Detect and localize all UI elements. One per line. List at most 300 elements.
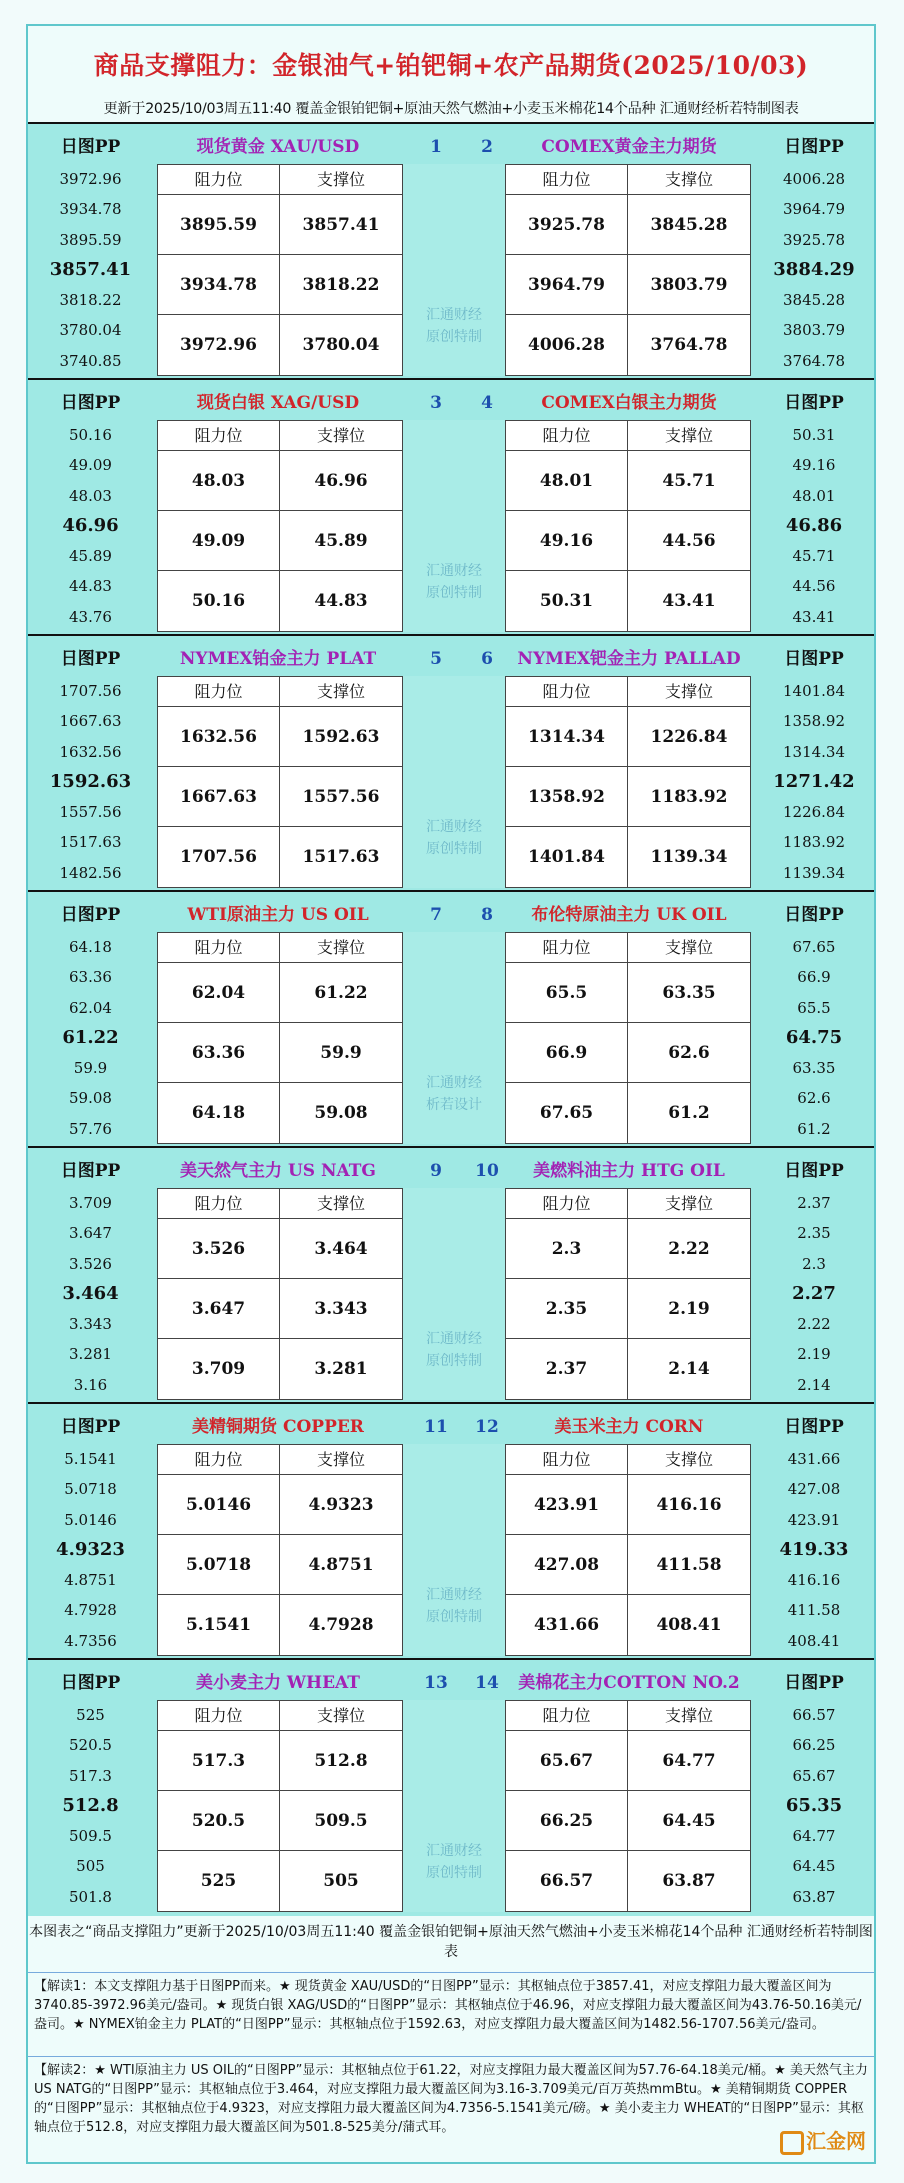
right-commodity-name: COMEX白银主力期货 [541, 393, 717, 413]
support-value: 44.56 [662, 531, 716, 551]
pp-level: 44.83 [69, 577, 112, 596]
left-panel-number: 3 [430, 393, 442, 413]
table-row [506, 1851, 750, 1911]
left-pp-header: 日图PP [60, 393, 121, 413]
pp-level: 3764.78 [782, 351, 846, 370]
table-row [506, 767, 750, 827]
pp-level: 2.14 [797, 1375, 831, 1394]
pp-level: 4.8751 [64, 1571, 117, 1590]
support-value: 416.16 [656, 1495, 722, 1515]
pivot-point: 512.8 [62, 1794, 119, 1816]
support-header: 支撑位 [628, 165, 750, 195]
table-row [506, 511, 750, 571]
right-level-table [505, 1188, 751, 1400]
right-level-table [505, 1700, 751, 1912]
left-panel-number: 1 [430, 137, 442, 157]
table-row [158, 1791, 402, 1851]
pivot-point: 3857.41 [49, 258, 132, 280]
support-value: 4.7928 [308, 1615, 374, 1635]
left-panel-number: 5 [430, 649, 442, 669]
pivot-point: 419.33 [779, 1538, 849, 1560]
right-pp-header: 日图PP [784, 1161, 844, 1181]
pp-level: 1482.56 [59, 863, 122, 882]
resistance-value: 48.03 [158, 451, 280, 511]
resistance-value: 67.65 [506, 1083, 628, 1143]
resistance-value: 525 [158, 1851, 280, 1911]
table-row [158, 1731, 402, 1791]
watermark-line-2: 原创特制 [426, 1865, 482, 1881]
resistance-value: 3925.78 [506, 195, 628, 255]
left-commodity-name: 美精铜期货 COPPER [192, 1417, 364, 1437]
pp-level: 423.91 [787, 1510, 841, 1529]
pp-level: 63.35 [792, 1059, 836, 1078]
pivot-point: 61.22 [62, 1026, 119, 1048]
table-row [158, 1535, 402, 1595]
support-value: 505 [323, 1871, 359, 1891]
support-value: 512.8 [314, 1751, 368, 1771]
support-value: 1139.34 [650, 847, 728, 867]
pp-level: 4006.28 [782, 170, 846, 188]
pp-level: 1183.92 [782, 833, 846, 852]
pp-level: 1358.92 [782, 712, 846, 731]
resistance-header: 阻力位 [506, 1189, 628, 1219]
table-row [158, 315, 402, 375]
pp-level: 2.37 [797, 1194, 831, 1212]
resistance-value: 3934.78 [158, 255, 280, 315]
pp-level: 3.343 [69, 1315, 112, 1334]
left-pp-header: 日图PP [60, 1673, 121, 1693]
resistance-value: 431.66 [506, 1595, 628, 1655]
pp-level: 525 [76, 1706, 105, 1724]
page-subtitle: 更新于2025/10/03周五11:40 覆盖金银铂钯铜+原油天然气燃油+小麦玉米棉花14个品种 汇通财经析若特制图表 [103, 101, 799, 117]
support-header: 支撑位 [280, 1445, 402, 1475]
support-value: 509.5 [314, 1811, 368, 1831]
commodity-panel [28, 378, 874, 636]
right-panel-number: 8 [481, 905, 493, 925]
commodity-panel [28, 1146, 874, 1404]
support-value: 4.8751 [308, 1555, 374, 1575]
resistance-header: 阻力位 [506, 677, 628, 707]
support-value: 3857.41 [302, 215, 380, 235]
resistance-header: 阻力位 [158, 933, 280, 963]
resistance-value: 1314.34 [506, 707, 628, 767]
support-value: 43.41 [662, 591, 716, 611]
table-row [506, 1475, 750, 1535]
right-panel-number: 10 [475, 1161, 499, 1181]
table-row [158, 195, 402, 255]
pp-level: 3972.96 [59, 170, 122, 188]
pp-level: 50.16 [69, 426, 112, 444]
left-panel-number: 7 [430, 905, 442, 925]
left-panel-number: 9 [430, 1161, 442, 1181]
support-header: 支撑位 [628, 677, 750, 707]
pp-level: 501.8 [69, 1887, 112, 1906]
table-row [506, 195, 750, 255]
support-header: 支撑位 [628, 421, 750, 451]
right-pp-header: 日图PP [784, 649, 844, 669]
pp-level: 67.65 [792, 938, 836, 956]
left-pp-list [28, 1700, 153, 1912]
resistance-value: 66.25 [506, 1791, 628, 1851]
resistance-value: 423.91 [506, 1475, 628, 1535]
left-pp-list [28, 420, 153, 632]
pp-level: 48.03 [69, 486, 112, 505]
table-row [158, 1339, 402, 1399]
pp-level: 520.5 [69, 1736, 112, 1755]
pivot-point: 65.35 [785, 1794, 843, 1816]
support-value: 61.22 [314, 983, 368, 1003]
resistance-value: 1358.92 [506, 767, 628, 827]
table-row [506, 255, 750, 315]
right-level-table [505, 676, 751, 888]
pp-level: 1667.63 [59, 712, 122, 731]
right-pp-list [754, 1444, 874, 1656]
pp-level: 64.77 [792, 1827, 836, 1846]
pp-level: 65.67 [792, 1766, 836, 1785]
pivot-point: 4.9323 [56, 1538, 125, 1560]
support-value: 3.281 [314, 1359, 368, 1379]
table-row [506, 1535, 750, 1595]
pp-level: 1314.34 [782, 742, 846, 761]
right-panel-number: 12 [475, 1417, 499, 1437]
resistance-value: 4006.28 [506, 315, 628, 375]
support-value: 1183.92 [650, 787, 728, 807]
right-level-table [505, 932, 751, 1144]
resistance-header: 阻力位 [158, 421, 280, 451]
resistance-value: 5.0146 [158, 1475, 280, 1535]
support-header: 支撑位 [628, 1701, 750, 1731]
pp-level: 45.71 [792, 547, 836, 566]
pp-level: 3.526 [69, 1254, 112, 1273]
pp-level: 45.89 [69, 547, 112, 566]
pp-level: 43.41 [792, 607, 836, 626]
support-value: 44.83 [314, 591, 368, 611]
commodity-panel [28, 634, 874, 892]
pp-level: 1139.34 [782, 863, 846, 882]
pp-level: 3925.78 [782, 230, 846, 249]
left-level-table [157, 164, 403, 376]
resistance-header: 阻力位 [506, 1701, 628, 1731]
pp-level: 48.01 [792, 486, 836, 505]
right-pp-list [754, 1188, 874, 1400]
left-pp-header: 日图PP [60, 649, 121, 669]
commodity-panel [28, 1658, 874, 1918]
pp-level: 3845.28 [782, 291, 846, 310]
resistance-value: 3895.59 [158, 195, 280, 255]
pp-level: 2.22 [797, 1315, 831, 1334]
pp-level: 2.35 [797, 1224, 831, 1243]
resistance-value: 1667.63 [158, 767, 280, 827]
pp-level: 505 [76, 1857, 105, 1876]
pp-level: 3740.85 [59, 351, 122, 370]
pp-level: 1557.56 [59, 803, 122, 822]
resistance-value: 2.35 [506, 1279, 628, 1339]
table-row [506, 1083, 750, 1143]
support-value: 62.6 [668, 1043, 710, 1063]
table-row [158, 1851, 402, 1911]
table-row [506, 963, 750, 1023]
pp-level: 416.16 [787, 1571, 841, 1590]
pp-level: 517.3 [69, 1766, 112, 1785]
resistance-header: 阻力位 [158, 677, 280, 707]
pivot-point: 46.86 [785, 514, 843, 536]
table-row [506, 1731, 750, 1791]
right-pp-list [754, 420, 874, 632]
right-pp-header: 日图PP [784, 137, 844, 157]
pp-level: 408.41 [787, 1631, 841, 1650]
pp-level: 43.76 [69, 607, 112, 626]
resistance-value: 50.16 [158, 571, 280, 631]
pivot-point: 3884.29 [773, 258, 855, 280]
pp-level: 65.5 [797, 998, 831, 1017]
right-panel-number: 4 [481, 393, 493, 413]
left-commodity-name: 美小麦主力 WHEAT [196, 1673, 360, 1693]
support-value: 3818.22 [302, 275, 380, 295]
resistance-value: 1632.56 [158, 707, 280, 767]
resistance-value: 63.36 [158, 1023, 280, 1083]
support-value: 64.45 [662, 1811, 716, 1831]
commodity-panel [28, 890, 874, 1148]
table-row [506, 1219, 750, 1279]
resistance-value: 1707.56 [158, 827, 280, 887]
resistance-header: 阻力位 [506, 165, 628, 195]
resistance-value: 66.57 [506, 1851, 628, 1911]
pp-level: 509.5 [69, 1827, 112, 1846]
pp-level: 2.19 [797, 1345, 831, 1364]
pp-level: 3.647 [69, 1224, 112, 1243]
left-commodity-name: 现货白银 XAG/USD [196, 393, 360, 413]
pp-level: 5.1541 [64, 1450, 117, 1468]
support-value: 411.58 [656, 1555, 722, 1575]
table-row [158, 1279, 402, 1339]
pivot-point: 1271.42 [773, 770, 855, 792]
support-value: 1226.84 [650, 727, 728, 747]
left-pp-list [28, 1188, 153, 1400]
logo-text: 汇金网 [806, 2129, 866, 2153]
support-value: 45.71 [662, 471, 716, 491]
table-row [506, 827, 750, 887]
resistance-value: 427.08 [506, 1535, 628, 1595]
table-row [506, 451, 750, 511]
table-row [158, 1023, 402, 1083]
watermark-line-1: 汇通财经 [426, 819, 482, 835]
table-row [158, 963, 402, 1023]
pp-level: 49.16 [792, 456, 836, 475]
right-pp-header: 日图PP [784, 1417, 844, 1437]
resistance-value: 65.5 [506, 963, 628, 1023]
footer-note: 本图表之“商品支撑阻力”更新于2025/10/03周五11:40 覆盖金银铂钯铜+原油天然气燃油+小麦玉米棉花14个品种 汇通财经析若特制图表 [28, 1916, 874, 1972]
right-commodity-name: 美玉米主力 CORN [554, 1417, 704, 1437]
support-value: 3780.04 [302, 335, 380, 355]
resistance-value: 520.5 [158, 1791, 280, 1851]
watermark-line-2: 原创特制 [426, 841, 482, 857]
support-value: 2.19 [668, 1299, 710, 1319]
pp-level: 5.0146 [64, 1510, 117, 1529]
right-pp-list [754, 676, 874, 888]
left-level-table [157, 1700, 403, 1912]
left-pp-list [28, 932, 153, 1144]
pp-level: 1401.84 [782, 682, 846, 700]
logo [780, 2125, 866, 2155]
left-level-table [157, 420, 403, 632]
support-value: 2.22 [668, 1239, 710, 1259]
table-row [158, 1083, 402, 1143]
watermark-line-1: 汇通财经 [426, 307, 482, 323]
pp-level: 3.281 [69, 1345, 112, 1364]
right-commodity-name: 美燃料油主力 HTG OIL [533, 1161, 725, 1181]
pp-level: 64.45 [792, 1857, 836, 1876]
pp-level: 3964.79 [782, 200, 846, 219]
pp-level: 66.9 [797, 968, 831, 987]
pivot-point: 64.75 [785, 1026, 843, 1048]
left-pp-list [28, 164, 153, 376]
pp-level: 427.08 [787, 1480, 841, 1499]
support-value: 3.343 [314, 1299, 368, 1319]
watermark-line-1: 汇通财经 [426, 1331, 482, 1347]
left-level-table [157, 932, 403, 1144]
support-header: 支撑位 [628, 1189, 750, 1219]
resistance-value: 65.67 [506, 1731, 628, 1791]
support-header: 支撑位 [280, 933, 402, 963]
support-value: 3.464 [314, 1239, 368, 1259]
watermark-line-1: 汇通财经 [426, 1843, 482, 1859]
watermark-line-2: 原创特制 [426, 1609, 482, 1625]
right-pp-header: 日图PP [784, 1673, 844, 1693]
support-value: 4.9323 [308, 1495, 374, 1515]
resistance-value: 5.1541 [158, 1595, 280, 1655]
support-header: 支撑位 [280, 1701, 402, 1731]
left-pp-header: 日图PP [60, 137, 121, 157]
support-value: 408.41 [656, 1615, 722, 1635]
support-value: 63.35 [662, 983, 716, 1003]
pp-level: 66.25 [792, 1736, 836, 1755]
left-level-table [157, 1444, 403, 1656]
pp-level: 3.16 [73, 1375, 108, 1394]
resistance-value: 50.31 [506, 571, 628, 631]
left-level-table [157, 676, 403, 888]
pp-level: 61.2 [797, 1119, 831, 1138]
logo-icon [780, 2131, 804, 2155]
pp-level: 1517.63 [59, 833, 122, 852]
table-row [506, 1023, 750, 1083]
support-value: 3845.28 [650, 215, 728, 235]
table-row [506, 1791, 750, 1851]
resistance-value: 3964.79 [506, 255, 628, 315]
pp-level: 411.58 [787, 1601, 841, 1620]
resistance-header: 阻力位 [506, 421, 628, 451]
resistance-value: 64.18 [158, 1083, 280, 1143]
pp-level: 3895.59 [59, 230, 122, 249]
table-row [506, 1279, 750, 1339]
watermark-line-1: 汇通财经 [426, 563, 482, 579]
chart-frame [26, 24, 876, 2164]
resistance-value: 48.01 [506, 451, 628, 511]
support-header: 支撑位 [280, 1189, 402, 1219]
pp-level: 64.18 [69, 938, 112, 956]
support-value: 1592.63 [302, 727, 380, 747]
support-value: 59.08 [314, 1103, 368, 1123]
table-row [158, 827, 402, 887]
right-pp-list [754, 932, 874, 1144]
resistance-value: 2.37 [506, 1339, 628, 1399]
resistance-value: 1401.84 [506, 827, 628, 887]
pp-level: 431.66 [787, 1450, 841, 1468]
right-pp-header: 日图PP [784, 393, 844, 413]
right-panel-number: 2 [481, 137, 493, 157]
table-row [506, 315, 750, 375]
right-level-table [505, 420, 751, 632]
watermark-line-1: 汇通财经 [426, 1587, 482, 1603]
support-value: 46.96 [314, 471, 368, 491]
left-commodity-name: NYMEX铂金主力 PLAT [179, 649, 377, 669]
pp-level: 57.76 [69, 1119, 112, 1138]
support-value: 63.87 [662, 1871, 716, 1891]
right-pp-header: 日图PP [784, 905, 844, 925]
resistance-value: 49.16 [506, 511, 628, 571]
support-header: 支撑位 [628, 1445, 750, 1475]
left-commodity-name: 美天然气主力 US NATG [180, 1161, 376, 1181]
pp-level: 3934.78 [59, 200, 122, 219]
left-pp-header: 日图PP [60, 1161, 121, 1181]
right-pp-list [754, 164, 874, 376]
watermark-line-2: 原创特制 [426, 329, 482, 345]
left-commodity-name: 现货黄金 XAU/USD [196, 137, 360, 157]
watermark-line-2: 原创特制 [426, 585, 482, 601]
left-pp-header: 日图PP [60, 1417, 121, 1437]
support-header: 支撑位 [280, 677, 402, 707]
table-row [506, 571, 750, 631]
pp-level: 62.6 [797, 1089, 831, 1108]
pp-level: 3803.79 [782, 321, 846, 340]
watermark-line-2: 析若设计 [426, 1097, 482, 1113]
resistance-header: 阻力位 [158, 1189, 280, 1219]
left-pp-list [28, 676, 153, 888]
support-value: 3764.78 [650, 335, 728, 355]
table-row [506, 1595, 750, 1655]
pp-level: 1226.84 [782, 803, 846, 822]
right-panel-number: 6 [481, 649, 493, 669]
support-value: 1557.56 [302, 787, 380, 807]
table-row [158, 767, 402, 827]
left-pp-list [28, 1444, 153, 1656]
commodity-panel [28, 1402, 874, 1660]
table-row [158, 451, 402, 511]
pp-level: 1707.56 [59, 682, 122, 700]
resistance-value: 49.09 [158, 511, 280, 571]
support-header: 支撑位 [628, 933, 750, 963]
right-level-table [505, 1444, 751, 1656]
support-value: 3803.79 [650, 275, 728, 295]
support-header: 支撑位 [280, 421, 402, 451]
resistance-header: 阻力位 [158, 1445, 280, 1475]
pp-level: 63.87 [792, 1887, 836, 1906]
pp-level: 49.09 [69, 456, 112, 475]
left-commodity-name: WTI原油主力 US OIL [187, 905, 369, 925]
left-panel-number: 13 [424, 1673, 448, 1693]
pp-level: 59.08 [69, 1089, 112, 1108]
resistance-value: 66.9 [506, 1023, 628, 1083]
left-panel-number: 11 [424, 1417, 448, 1437]
left-pp-header: 日图PP [60, 905, 121, 925]
resistance-value: 3972.96 [158, 315, 280, 375]
commodity-panel [28, 122, 874, 380]
resistance-value: 3.647 [158, 1279, 280, 1339]
pivot-point: 3.464 [62, 1282, 119, 1304]
interpretation-2: 【解读2：★ WTI原油主力 US OIL的“日图PP”显示：其枢轴点位于61.22，对应支撑阻力最大覆盖区间为57.76-64.18美元/桶。★ 美天然气主力 US NATG的“日图PP”显示：其枢轴点位于3.464，对应支撑阻力最大覆盖区间为3.16-3.709美元/百万英热mmBtu。★ 美精铜期货 COPPER的“日图PP”显示：其枢轴点位于4.9323，对应支撑阻力最大覆盖区间为4.7356-5.1541美元/磅。★ 美小麦主力 WHEAT的“日图PP”显示：其枢轴点位于512.8，对应支撑阻力最大覆盖区间为501.8-525美分/蒲式耳。 [28, 2056, 874, 2160]
support-value: 61.2 [668, 1103, 710, 1123]
table-row [158, 707, 402, 767]
table-row [158, 571, 402, 631]
